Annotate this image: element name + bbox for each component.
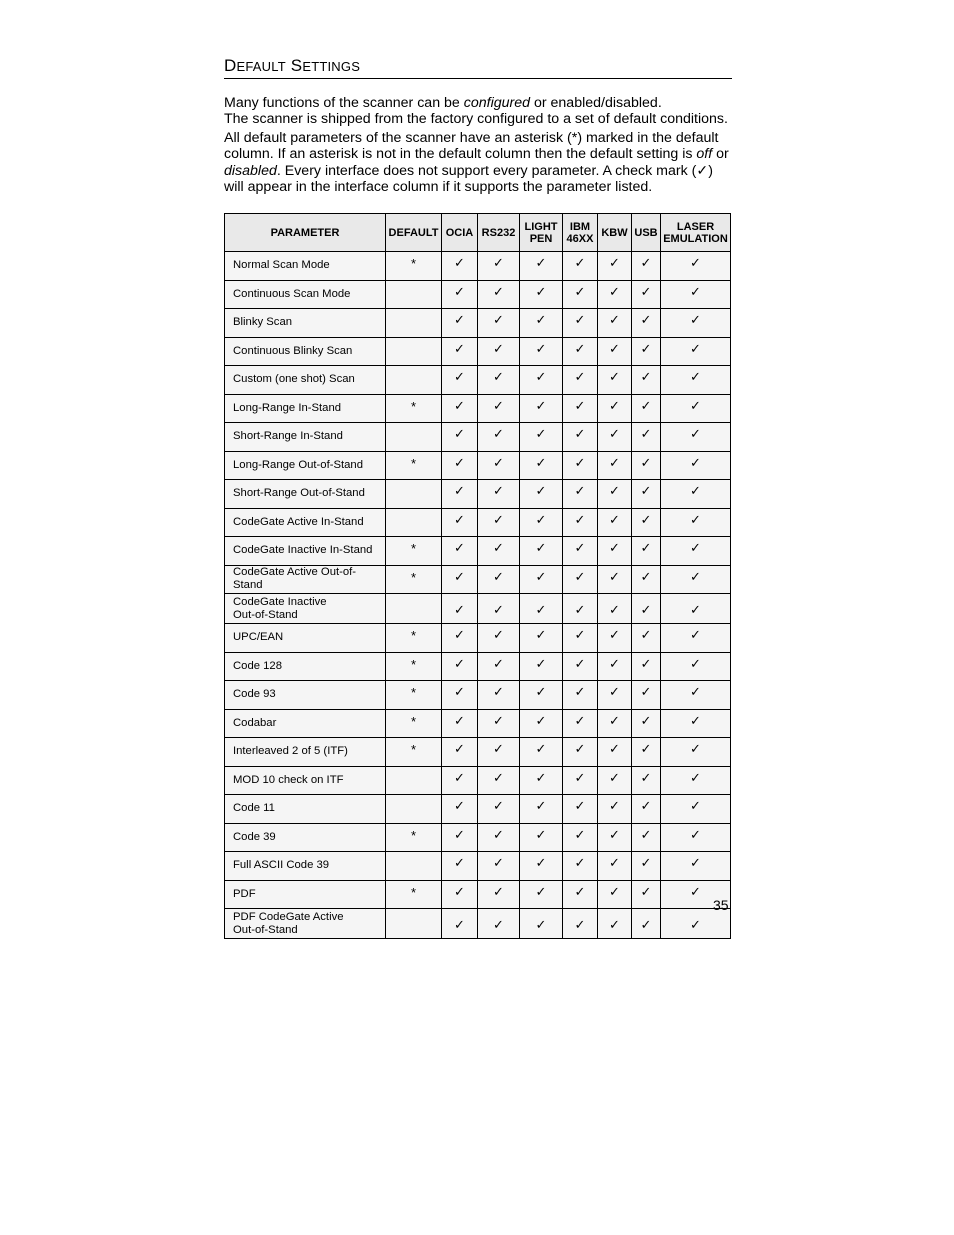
check-mark-icon: ✓ [661,852,731,881]
check-mark-icon: ✓ [598,823,632,852]
check-mark-icon: ✓ [442,795,478,824]
check-mark-icon: ✓ [661,766,731,795]
check-mark-icon: ✓ [563,337,598,366]
default-cell: * [386,394,442,423]
parameter-cell: Continuous Blinky Scan [225,337,386,366]
parameter-cell: Full ASCII Code 39 [225,852,386,881]
parameter-cell: Normal Scan Mode [225,252,386,281]
page-number: 35 [713,897,729,913]
check-mark-icon: ✓ [442,709,478,738]
check-mark-icon: ✓ [598,766,632,795]
table-row [225,537,731,566]
check-mark-icon: ✓ [520,423,563,452]
check-mark-icon: ✓ [598,508,632,537]
check-mark-icon: ✓ [520,480,563,509]
check-mark-icon: ✓ [442,624,478,653]
parameter-cell: Custom (one shot) Scan [225,366,386,395]
check-mark-icon: ✓ [478,880,520,909]
check-mark-icon: ✓ [661,880,731,909]
parameter-cell: CodeGate Inactive In-Stand [225,537,386,566]
check-mark-symbol: ✓ [696,162,709,179]
check-mark-icon: ✓ [478,337,520,366]
check-mark-icon: ✓ [520,565,563,594]
check-mark-icon: ✓ [598,423,632,452]
check-mark-icon: ✓ [598,880,632,909]
check-mark-icon: ✓ [598,537,632,566]
check-mark-icon: ✓ [520,366,563,395]
parameter-cell: CodeGate Active Out-of-Stand [225,565,386,594]
check-mark-icon: ✓ [632,652,661,681]
check-mark-icon: ✓ [442,394,478,423]
table-row [225,252,731,281]
check-mark-icon: ✓ [661,480,731,509]
parameter-cell: PDF [225,880,386,909]
heading-initial-2: S [290,56,303,75]
check-mark-icon: ✓ [598,709,632,738]
check-mark-icon: ✓ [563,537,598,566]
check-mark-icon: ✓ [632,795,661,824]
check-mark-icon: ✓ [563,852,598,881]
intro-p2-a: All default parameters of the scanner have an asterisk ( [224,129,572,146]
parameter-cell: Code 128 [225,652,386,681]
check-mark-icon: ✓ [632,823,661,852]
check-mark-icon: ✓ [598,451,632,480]
default-cell: * [386,652,442,681]
intro-p2-off: off [696,146,713,163]
check-mark-icon: ✓ [478,480,520,509]
check-mark-icon: ✓ [632,508,661,537]
check-mark-icon: ✓ [520,309,563,338]
parameter-cell: Codabar [225,709,386,738]
column-header: RS232 [478,214,520,252]
check-mark-icon: ✓ [520,394,563,423]
parameter-cell: Long-Range Out-of-Stand [225,451,386,480]
parameter-cell: Long-Range In-Stand [225,394,386,423]
check-mark-icon: ✓ [632,366,661,395]
check-mark-icon: ✓ [520,337,563,366]
check-mark-icon: ✓ [520,451,563,480]
check-mark-icon: ✓ [661,394,731,423]
intro-p2-e: ) will appear in the interface column if it supports the parameter listed. [224,162,713,196]
check-mark-icon: ✓ [478,594,520,624]
check-mark-icon: ✓ [520,594,563,624]
check-mark-icon: ✓ [632,738,661,767]
default-settings-table [224,213,731,939]
check-mark-icon: ✓ [478,280,520,309]
check-mark-icon: ✓ [520,852,563,881]
check-mark-icon: ✓ [563,594,598,624]
table-row [225,565,731,594]
check-mark-icon: ✓ [598,252,632,281]
check-mark-icon: ✓ [563,624,598,653]
check-mark-icon: ✓ [442,451,478,480]
check-mark-icon: ✓ [632,537,661,566]
check-mark-icon: ✓ [563,766,598,795]
check-mark-icon: ✓ [632,337,661,366]
check-mark-icon: ✓ [632,423,661,452]
default-cell [386,280,442,309]
default-cell [386,909,442,939]
check-mark-icon: ✓ [598,394,632,423]
parameter-cell: CodeGate Inactive Out-of-Stand [225,594,386,624]
check-mark-icon: ✓ [632,880,661,909]
check-mark-icon: ✓ [478,252,520,281]
check-mark-icon: ✓ [442,652,478,681]
table-row [225,480,731,509]
check-mark-icon: ✓ [563,880,598,909]
check-mark-icon: ✓ [563,480,598,509]
table-row [225,594,731,624]
check-mark-icon: ✓ [520,880,563,909]
check-mark-icon: ✓ [632,624,661,653]
table-header-row [225,214,731,252]
column-header: DEFAULT [386,214,442,252]
check-mark-icon: ✓ [442,823,478,852]
table-row [225,709,731,738]
check-mark-icon: ✓ [442,852,478,881]
parameter-cell: Code 39 [225,823,386,852]
column-header: IBM 46XX [563,214,598,252]
intro-p2-disabled: disabled [224,162,277,179]
check-mark-icon: ✓ [442,280,478,309]
check-mark-icon: ✓ [632,480,661,509]
check-mark-icon: ✓ [661,252,731,281]
table-row [225,451,731,480]
check-mark-icon: ✓ [598,652,632,681]
check-mark-icon: ✓ [632,709,661,738]
parameter-cell: CodeGate Active In-Stand [225,508,386,537]
check-mark-icon: ✓ [442,252,478,281]
parameter-cell: Short-Range Out-of-Stand [225,480,386,509]
table-row [225,909,731,939]
check-mark-icon: ✓ [661,451,731,480]
check-mark-icon: ✓ [478,766,520,795]
check-mark-icon: ✓ [563,366,598,395]
check-mark-icon: ✓ [661,909,731,939]
default-cell [386,766,442,795]
check-mark-icon: ✓ [661,652,731,681]
check-mark-icon: ✓ [478,565,520,594]
intro-p2-b: ) marked in the default column. If an asterisk is not in the default column then the default setting is [224,129,719,163]
table-row [225,508,731,537]
default-cell: * [386,823,442,852]
table-row [225,280,731,309]
check-mark-icon: ✓ [661,681,731,710]
table-row [225,423,731,452]
check-mark-icon: ✓ [478,681,520,710]
column-header: LIGHT PEN [520,214,563,252]
check-mark-icon: ✓ [563,565,598,594]
parameter-cell: Blinky Scan [225,309,386,338]
check-mark-icon: ✓ [478,451,520,480]
check-mark-icon: ✓ [442,565,478,594]
check-mark-icon: ✓ [632,451,661,480]
default-cell [386,795,442,824]
check-mark-icon: ✓ [442,681,478,710]
check-mark-icon: ✓ [442,537,478,566]
check-mark-icon: ✓ [563,909,598,939]
check-mark-icon: ✓ [661,709,731,738]
check-mark-icon: ✓ [520,709,563,738]
check-mark-icon: ✓ [478,537,520,566]
check-mark-icon: ✓ [442,766,478,795]
check-mark-icon: ✓ [478,709,520,738]
check-mark-icon: ✓ [478,394,520,423]
check-mark-icon: ✓ [661,309,731,338]
default-cell: * [386,537,442,566]
intro-line-1-post: or enabled/disabled. [530,95,662,111]
default-cell: * [386,738,442,767]
parameter-cell: PDF CodeGate Active Out-of-Stand [225,909,386,939]
check-mark-icon: ✓ [598,852,632,881]
check-mark-icon: ✓ [598,309,632,338]
check-mark-icon: ✓ [442,909,478,939]
heading-rest-1: EFAULT [236,59,286,74]
table-row [225,795,731,824]
check-mark-icon: ✓ [478,823,520,852]
check-mark-icon: ✓ [520,280,563,309]
check-mark-icon: ✓ [598,480,632,509]
check-mark-icon: ✓ [598,795,632,824]
check-mark-icon: ✓ [520,823,563,852]
check-mark-icon: ✓ [563,823,598,852]
check-mark-icon: ✓ [442,366,478,395]
intro-p2-c: or [712,146,729,163]
check-mark-icon: ✓ [598,366,632,395]
check-mark-icon: ✓ [661,738,731,767]
check-mark-icon: ✓ [632,280,661,309]
check-mark-icon: ✓ [442,880,478,909]
default-cell: * [386,565,442,594]
check-mark-icon: ✓ [442,480,478,509]
check-mark-icon: ✓ [632,252,661,281]
column-header: PARAMETER [225,214,386,252]
check-mark-icon: ✓ [442,309,478,338]
check-mark-icon: ✓ [478,309,520,338]
intro-line-1-emphasis: configured [463,95,531,111]
check-mark-icon: ✓ [563,280,598,309]
check-mark-icon: ✓ [478,624,520,653]
check-mark-icon: ✓ [598,909,632,939]
check-mark-icon: ✓ [632,852,661,881]
heading-initial-1: D [224,56,237,75]
parameter-cell: Short-Range In-Stand [225,423,386,452]
check-mark-icon: ✓ [598,624,632,653]
check-mark-icon: ✓ [661,594,731,624]
default-cell [386,594,442,624]
parameter-cell: Interleaved 2 of 5 (ITF) [225,738,386,767]
default-cell [386,366,442,395]
check-mark-icon: ✓ [661,423,731,452]
table-row [225,738,731,767]
check-mark-icon: ✓ [520,652,563,681]
check-mark-icon: ✓ [478,909,520,939]
check-mark-icon: ✓ [520,624,563,653]
check-mark-icon: ✓ [478,423,520,452]
intro-paragraph-2 [224,130,734,196]
parameter-cell: Continuous Scan Mode [225,280,386,309]
default-cell: * [386,880,442,909]
parameter-cell: Code 11 [225,795,386,824]
check-mark-icon: ✓ [478,738,520,767]
check-mark-icon: ✓ [598,594,632,624]
check-mark-icon: ✓ [520,681,563,710]
check-mark-icon: ✓ [598,565,632,594]
check-mark-icon: ✓ [661,508,731,537]
parameter-cell: UPC/EAN [225,624,386,653]
check-mark-icon: ✓ [632,594,661,624]
default-cell [386,508,442,537]
check-mark-icon: ✓ [661,624,731,653]
check-mark-icon: ✓ [478,508,520,537]
check-mark-icon: ✓ [632,565,661,594]
check-mark-icon: ✓ [442,337,478,366]
check-mark-icon: ✓ [563,681,598,710]
parameter-cell: Code 93 [225,681,386,710]
default-cell: * [386,709,442,738]
check-mark-icon: ✓ [520,795,563,824]
default-cell: * [386,252,442,281]
check-mark-icon: ✓ [661,795,731,824]
check-mark-icon: ✓ [661,823,731,852]
check-mark-icon: ✓ [442,594,478,624]
column-header: LASER EMULATION [661,214,731,252]
intro-line-1 [224,95,734,111]
table-row [225,624,731,653]
default-cell: * [386,451,442,480]
check-mark-icon: ✓ [442,738,478,767]
check-mark-icon: ✓ [520,508,563,537]
check-mark-icon: ✓ [632,909,661,939]
table-row [225,337,731,366]
check-mark-icon: ✓ [632,681,661,710]
table-row [225,880,731,909]
check-mark-icon: ✓ [478,852,520,881]
check-mark-icon: ✓ [632,766,661,795]
check-mark-icon: ✓ [598,681,632,710]
check-mark-icon: ✓ [563,252,598,281]
check-mark-icon: ✓ [563,508,598,537]
asterisk-symbol: * [571,129,578,146]
check-mark-icon: ✓ [520,909,563,939]
check-mark-icon: ✓ [661,280,731,309]
table-row [225,823,731,852]
check-mark-icon: ✓ [563,709,598,738]
check-mark-icon: ✓ [661,337,731,366]
check-mark-icon: ✓ [632,309,661,338]
check-mark-icon: ✓ [478,366,520,395]
default-cell [386,423,442,452]
parameter-cell: MOD 10 check on ITF [225,766,386,795]
table-body [225,252,731,939]
check-mark-icon: ✓ [442,508,478,537]
check-mark-icon: ✓ [661,366,731,395]
default-cell: * [386,681,442,710]
table-row [225,766,731,795]
check-mark-icon: ✓ [661,537,731,566]
table-row [225,366,731,395]
check-mark-icon: ✓ [478,652,520,681]
intro-text [224,95,734,195]
check-mark-icon: ✓ [598,280,632,309]
check-mark-icon: ✓ [563,423,598,452]
check-mark-icon: ✓ [520,738,563,767]
heading-rest-2: ETTINGS [302,59,361,74]
default-cell [386,337,442,366]
check-mark-icon: ✓ [478,795,520,824]
column-header: USB [632,214,661,252]
check-mark-icon: ✓ [563,652,598,681]
intro-line-2: The scanner is shipped from the factory configured to a set of default conditions. [224,111,728,128]
check-mark-icon: ✓ [598,738,632,767]
check-mark-icon: ✓ [563,738,598,767]
section-heading [224,56,732,79]
check-mark-icon: ✓ [563,451,598,480]
check-mark-icon: ✓ [598,337,632,366]
check-mark-icon: ✓ [520,537,563,566]
check-mark-icon: ✓ [563,394,598,423]
check-mark-icon: ✓ [520,252,563,281]
check-mark-icon: ✓ [520,766,563,795]
check-mark-icon: ✓ [563,795,598,824]
default-cell [386,309,442,338]
intro-p2-d: . Every interface does not support every parameter. A check mark ( [276,162,697,179]
check-mark-icon: ✓ [563,309,598,338]
table-row [225,652,731,681]
check-mark-icon: ✓ [442,423,478,452]
table-row [225,681,731,710]
intro-line-1-pre: Many functions of the scanner can be [224,95,464,111]
check-mark-icon: ✓ [632,394,661,423]
table-row [225,852,731,881]
table-row [225,309,731,338]
table-row [225,394,731,423]
default-cell [386,480,442,509]
column-header: OCIA [442,214,478,252]
default-cell [386,852,442,881]
check-mark-icon: ✓ [661,565,731,594]
column-header: KBW [598,214,632,252]
default-cell: * [386,624,442,653]
